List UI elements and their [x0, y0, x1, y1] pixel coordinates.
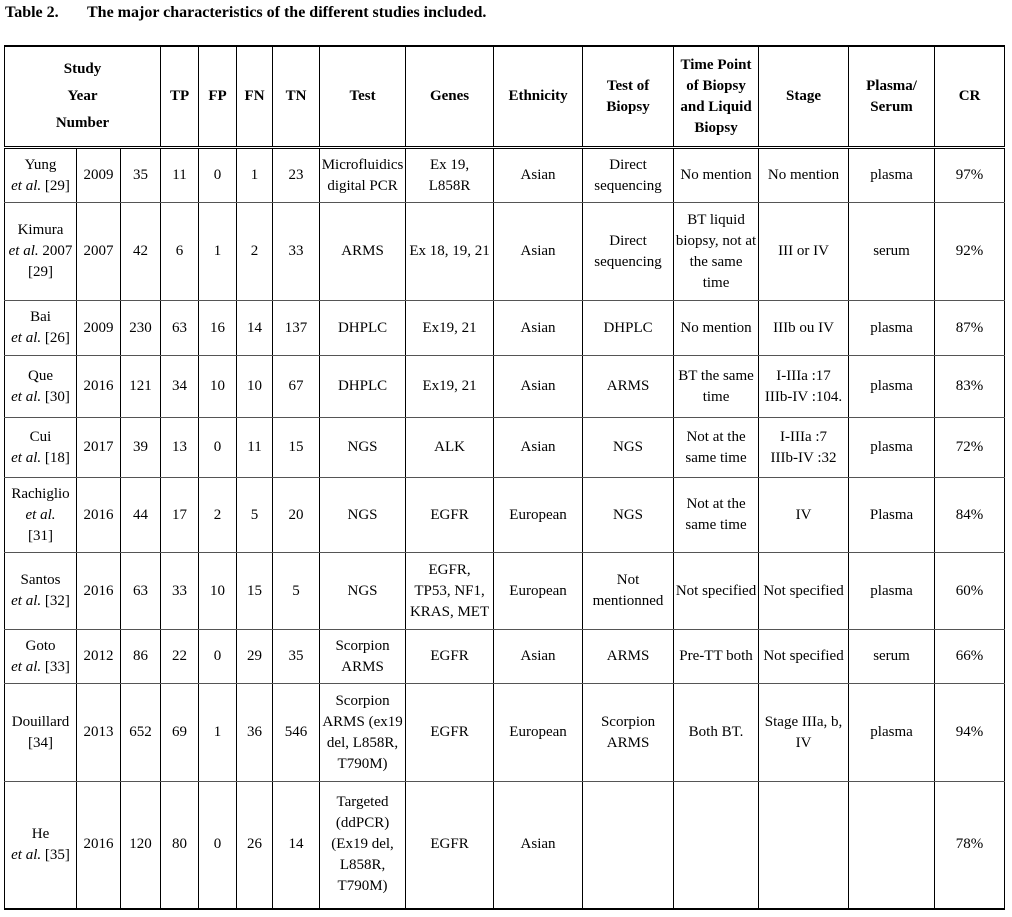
- cell-ethnicity: European: [494, 553, 583, 630]
- cell-number: 121: [121, 356, 161, 418]
- cell-tp: 22: [161, 630, 199, 684]
- header-test-of-biopsy: Test of Biopsy: [583, 46, 674, 148]
- cell-study-line: et al. [35]: [11, 846, 70, 863]
- cell-study-line: et al. [18]: [11, 449, 70, 466]
- cell-test-of-biopsy-line: Direct: [609, 232, 647, 249]
- cell-test-line: (Ex19 del,: [331, 836, 394, 853]
- cell-genes-line: TP53, NF1,: [414, 582, 485, 599]
- cell-stage-line: IIIb ou IV: [773, 319, 834, 336]
- cell-cr: 60%: [935, 553, 1005, 630]
- cell-time-point-line: Both BT.: [688, 724, 744, 740]
- cell-tp: 63: [161, 301, 199, 356]
- cell-stage: [759, 148, 849, 203]
- cell-study: [5, 356, 77, 418]
- cell-fp: 16: [199, 301, 237, 356]
- cell-fn: 36: [237, 684, 273, 782]
- cell-test-line: Microfluidics: [321, 156, 404, 173]
- cell-stage-line: IIIb-IV :104.: [764, 388, 843, 405]
- cell-study-line: et al. [33]: [11, 658, 70, 675]
- header-study-year-number: Study Year Number: [5, 46, 161, 148]
- cell-study-line: et al. 2007: [8, 243, 73, 259]
- cell-study-line: [34]: [28, 734, 53, 751]
- table-row: [5, 203, 1005, 301]
- cell-number: 39: [121, 418, 161, 478]
- cell-cr: 66%: [935, 630, 1005, 684]
- cell-genes: [406, 356, 494, 418]
- table-row: [5, 356, 1005, 418]
- cell-test: [320, 478, 406, 553]
- cell-test-line: NGS: [347, 582, 378, 599]
- cell-test-of-biopsy-line: Direct: [609, 156, 647, 173]
- cell-test-line: NGS: [347, 506, 378, 523]
- cell-genes-line: Ex 18, 19, 21: [409, 243, 490, 259]
- cell-stage-line: III or IV: [778, 243, 829, 259]
- cell-time-point-line: same time: [685, 517, 747, 533]
- cell-fp: 10: [199, 356, 237, 418]
- cell-tp: 80: [161, 782, 199, 909]
- cell-fn: 5: [237, 478, 273, 553]
- cell-time-point-line: same time: [685, 449, 747, 466]
- cell-time-point-line: time: [702, 388, 730, 405]
- cell-cr: 78%: [935, 782, 1005, 909]
- header-ethnicity: Ethnicity: [494, 46, 583, 148]
- cell-stage: [759, 782, 849, 909]
- cell-stage-line: Not specified: [763, 648, 844, 664]
- cell-plasma-serum: serum: [849, 203, 935, 301]
- cell-test-line: NGS: [347, 439, 378, 455]
- cell-study-line: Rachiglio: [11, 485, 70, 502]
- cell-fp: 10: [199, 553, 237, 630]
- cell-number: 652: [121, 684, 161, 782]
- cell-stage: [759, 684, 849, 782]
- cell-time-point: [674, 782, 759, 909]
- cell-test-of-biopsy-line: sequencing: [594, 253, 662, 270]
- cell-fp: 0: [199, 782, 237, 909]
- cell-test-of-biopsy: [583, 782, 674, 909]
- cell-year: 2016: [77, 356, 121, 418]
- table-row: [5, 553, 1005, 630]
- cell-time-point-line: No mention: [680, 167, 752, 183]
- cell-year: 2009: [77, 301, 121, 356]
- cell-fn: 10: [237, 356, 273, 418]
- cell-tp: 33: [161, 553, 199, 630]
- header-tn: TN: [273, 46, 320, 148]
- cell-ethnicity: European: [494, 478, 583, 553]
- header-cr: CR: [935, 46, 1005, 148]
- cell-time-point-line: No mention: [680, 319, 752, 336]
- cell-plasma-serum: plasma: [849, 684, 935, 782]
- cell-genes: [406, 148, 494, 203]
- cell-stage-line: IV: [795, 734, 812, 751]
- cell-cr: 87%: [935, 301, 1005, 356]
- cell-tn: 546: [273, 684, 320, 782]
- cell-cr: 83%: [935, 356, 1005, 418]
- cell-time-point-line: the same: [689, 253, 743, 270]
- cell-test-of-biopsy-line: mentionned: [592, 593, 664, 609]
- cell-stage-line: I-IIIa :7: [780, 428, 828, 445]
- cell-fn: 29: [237, 630, 273, 684]
- cell-study-line: Kimura: [17, 222, 64, 238]
- cell-tp: 6: [161, 203, 199, 301]
- cell-number: 35: [121, 148, 161, 203]
- cell-genes-line: ALK: [434, 439, 465, 455]
- cell-tn: 33: [273, 203, 320, 301]
- cell-plasma-serum: plasma: [849, 356, 935, 418]
- cell-genes-line: EGFR: [430, 724, 469, 740]
- cell-study: [5, 630, 77, 684]
- cell-genes: [406, 478, 494, 553]
- cell-genes: [406, 553, 494, 630]
- cell-tn: 15: [273, 418, 320, 478]
- cell-test: [320, 630, 406, 684]
- cell-test-line: T790M): [337, 755, 388, 772]
- header-row: [5, 46, 1005, 148]
- cell-study-line: Que: [28, 367, 53, 384]
- cell-genes: [406, 203, 494, 301]
- cell-test: [320, 782, 406, 909]
- cell-tn: 137: [273, 301, 320, 356]
- cell-test-of-biopsy-line: ARMS: [606, 378, 650, 394]
- cell-fn: 15: [237, 553, 273, 630]
- cell-study: [5, 684, 77, 782]
- table-row: [5, 684, 1005, 782]
- cell-time-point: [674, 356, 759, 418]
- table-row: [5, 630, 1005, 684]
- cell-number: 42: [121, 203, 161, 301]
- cell-test-of-biopsy: [583, 148, 674, 203]
- cell-plasma-serum: [849, 782, 935, 909]
- cell-year: 2012: [77, 630, 121, 684]
- cell-test: [320, 684, 406, 782]
- cell-study: [5, 782, 77, 909]
- cell-study-line: Goto: [25, 637, 56, 654]
- cell-test: [320, 148, 406, 203]
- cell-study-line: [29]: [28, 264, 53, 280]
- table-row: [5, 418, 1005, 478]
- cell-ethnicity: Asian: [494, 301, 583, 356]
- cell-study-line: Cui: [29, 428, 52, 445]
- cell-genes-line: L858R: [428, 177, 471, 194]
- cell-genes-line: EGFR: [430, 836, 469, 853]
- header-genes: Genes: [406, 46, 494, 148]
- cell-number: 120: [121, 782, 161, 909]
- cell-test-line: del, L858R,: [326, 734, 399, 751]
- cell-study-line: et al. [29]: [11, 177, 70, 194]
- cell-test-of-biopsy: [583, 684, 674, 782]
- cell-genes-line: EGFR: [430, 648, 469, 664]
- cell-ethnicity: Asian: [494, 203, 583, 301]
- cell-plasma-serum: plasma: [849, 418, 935, 478]
- cell-ethnicity: Asian: [494, 356, 583, 418]
- cell-genes-line: KRAS, MET: [409, 603, 490, 620]
- studies-table: [4, 45, 1005, 910]
- cell-genes-line: Ex 19,: [429, 156, 470, 173]
- cell-plasma-serum: plasma: [849, 553, 935, 630]
- cell-fn: 11: [237, 418, 273, 478]
- cell-study-line: Douillard: [11, 713, 70, 730]
- cell-stage-line: I-IIIa :17: [776, 367, 831, 384]
- cell-fp: 1: [199, 203, 237, 301]
- cell-fp: 0: [199, 148, 237, 203]
- cell-study-line: et al. [32]: [11, 593, 70, 609]
- cell-year: 2009: [77, 148, 121, 203]
- cell-fn: 2: [237, 203, 273, 301]
- cell-ethnicity: European: [494, 684, 583, 782]
- cell-tp: 13: [161, 418, 199, 478]
- cell-time-point-line: Not at the: [686, 496, 746, 512]
- cell-stage-line: No mention: [767, 167, 840, 183]
- cell-plasma-serum: serum: [849, 630, 935, 684]
- cell-test-line: ARMS: [341, 243, 384, 259]
- cell-year: 2007: [77, 203, 121, 301]
- cell-year: 2016: [77, 553, 121, 630]
- cell-number: 63: [121, 553, 161, 630]
- cell-test-line: L858R,: [339, 857, 386, 874]
- cell-plasma-serum: Plasma: [849, 478, 935, 553]
- cell-cr: 72%: [935, 418, 1005, 478]
- table-caption: [5, 4, 486, 22]
- cell-cr: 94%: [935, 684, 1005, 782]
- cell-tp: 17: [161, 478, 199, 553]
- cell-study-line: [31]: [28, 527, 53, 544]
- cell-test: [320, 301, 406, 356]
- cell-study: [5, 478, 77, 553]
- cell-test-line: Scorpion: [335, 637, 390, 654]
- header-fn: FN: [237, 46, 273, 148]
- cell-study-line: Santos: [20, 572, 61, 588]
- cell-study-line: Bai: [30, 309, 51, 325]
- cell-time-point-line: BT the same: [678, 367, 754, 384]
- cell-plasma-serum: plasma: [849, 148, 935, 203]
- cell-plasma-serum: plasma: [849, 301, 935, 356]
- cell-cr: 92%: [935, 203, 1005, 301]
- cell-genes: [406, 684, 494, 782]
- table-body: [5, 148, 1005, 909]
- cell-stage: [759, 356, 849, 418]
- table-row: [5, 301, 1005, 356]
- cell-time-point-line: Not specified: [675, 582, 757, 599]
- cell-genes-line: Ex19, 21: [422, 319, 477, 336]
- cell-study-line: Yung: [24, 156, 57, 173]
- cell-test: [320, 203, 406, 301]
- cell-fp: 0: [199, 630, 237, 684]
- cell-year: 2013: [77, 684, 121, 782]
- cell-test-line: DHPLC: [337, 378, 388, 394]
- cell-study: [5, 148, 77, 203]
- cell-test-of-biopsy: [583, 478, 674, 553]
- cell-genes: [406, 782, 494, 909]
- table-row: [5, 148, 1005, 203]
- cell-time-point-line: biopsy, not at: [675, 232, 757, 249]
- cell-year: 2017: [77, 418, 121, 478]
- cell-stage: [759, 203, 849, 301]
- cell-tn: 67: [273, 356, 320, 418]
- cell-study-line: et al. [30]: [11, 388, 70, 405]
- cell-fp: 1: [199, 684, 237, 782]
- cell-tp: 11: [161, 148, 199, 203]
- cell-fn: 14: [237, 301, 273, 356]
- cell-study: [5, 203, 77, 301]
- cell-tn: 5: [273, 553, 320, 630]
- cell-tn: 20: [273, 478, 320, 553]
- cell-study: [5, 553, 77, 630]
- cell-stage-line: IIIb-IV :32: [770, 449, 837, 466]
- header-stage: Stage: [759, 46, 849, 148]
- cell-test-of-biopsy-line: NGS: [613, 506, 644, 523]
- cell-stage-line: Not specified: [763, 582, 844, 599]
- cell-time-point: [674, 553, 759, 630]
- cell-tn: 23: [273, 148, 320, 203]
- cell-genes-line: EGFR,: [428, 561, 471, 578]
- cell-year: 2016: [77, 782, 121, 909]
- cell-study-line: et al.: [25, 506, 56, 523]
- cell-test-of-biopsy: [583, 418, 674, 478]
- cell-study: [5, 301, 77, 356]
- cell-test-of-biopsy: [583, 553, 674, 630]
- cell-test-of-biopsy-line: Not: [616, 572, 640, 588]
- cell-tn: 35: [273, 630, 320, 684]
- table-title: The major characteristics of the different studies included.: [87, 4, 487, 21]
- table-row: [5, 478, 1005, 553]
- cell-time-point-line: time: [702, 274, 730, 291]
- cell-genes-line: EGFR: [430, 506, 469, 523]
- cell-fp: 2: [199, 478, 237, 553]
- cell-time-point-line: Not at the: [686, 428, 746, 445]
- cell-number: 230: [121, 301, 161, 356]
- cell-tn: 14: [273, 782, 320, 909]
- cell-study-line: He: [31, 825, 50, 842]
- cell-time-point: [674, 203, 759, 301]
- cell-test: [320, 418, 406, 478]
- cell-genes: [406, 630, 494, 684]
- cell-test-of-biopsy: [583, 630, 674, 684]
- cell-test-of-biopsy-line: ARMS: [606, 734, 650, 751]
- cell-study: [5, 418, 77, 478]
- cell-fn: 1: [237, 148, 273, 203]
- header-test: Test: [320, 46, 406, 148]
- cell-time-point: [674, 148, 759, 203]
- cell-stage: [759, 418, 849, 478]
- cell-test-line: T790M): [337, 878, 388, 895]
- cell-ethnicity: Asian: [494, 630, 583, 684]
- cell-stage: [759, 478, 849, 553]
- cell-time-point: [674, 478, 759, 553]
- cell-test-of-biopsy-line: DHPLC: [603, 319, 653, 336]
- cell-time-point: [674, 301, 759, 356]
- cell-tp: 69: [161, 684, 199, 782]
- cell-test-of-biopsy: [583, 203, 674, 301]
- cell-fp: 0: [199, 418, 237, 478]
- cell-genes: [406, 418, 494, 478]
- cell-stage-line: IV: [795, 506, 812, 523]
- header-tp: TP: [161, 46, 199, 148]
- cell-test-of-biopsy: [583, 356, 674, 418]
- cell-tp: 34: [161, 356, 199, 418]
- table-row: [5, 782, 1005, 909]
- cell-cr: 97%: [935, 148, 1005, 203]
- cell-fn: 26: [237, 782, 273, 909]
- cell-time-point: [674, 630, 759, 684]
- cell-test-of-biopsy-line: ARMS: [606, 648, 650, 664]
- cell-time-point-line: BT liquid: [687, 211, 745, 228]
- table-number: Table 2.: [5, 4, 59, 21]
- cell-number: 44: [121, 478, 161, 553]
- cell-study-line: et al. [26]: [11, 330, 70, 346]
- cell-test-of-biopsy-line: Scorpion: [600, 713, 656, 730]
- header-time-point: Time Point of Biopsy and Liquid Biopsy: [674, 46, 759, 148]
- cell-time-point: [674, 684, 759, 782]
- cell-test: [320, 356, 406, 418]
- cell-test-line: Targeted: [336, 794, 389, 811]
- cell-time-point: [674, 418, 759, 478]
- cell-genes: [406, 301, 494, 356]
- cell-time-point-line: Pre-TT both: [679, 648, 753, 664]
- cell-test-of-biopsy: [583, 301, 674, 356]
- cell-test-of-biopsy-line: NGS: [613, 439, 644, 455]
- cell-test: [320, 553, 406, 630]
- cell-test-of-biopsy-line: sequencing: [594, 177, 662, 194]
- cell-test-line: Scorpion: [335, 692, 390, 709]
- cell-cr: 84%: [935, 478, 1005, 553]
- cell-ethnicity: Asian: [494, 418, 583, 478]
- cell-stage: [759, 630, 849, 684]
- cell-test-line: DHPLC: [337, 319, 388, 336]
- cell-test-line: ARMS: [341, 658, 384, 675]
- cell-test-line: ARMS (ex19: [322, 713, 403, 730]
- cell-genes-line: Ex19, 21: [422, 378, 477, 394]
- cell-ethnicity: Asian: [494, 782, 583, 909]
- header-fp: FP: [199, 46, 237, 148]
- cell-year: 2016: [77, 478, 121, 553]
- cell-stage: [759, 553, 849, 630]
- cell-number: 86: [121, 630, 161, 684]
- cell-stage-line: Stage IIIa, b,: [764, 713, 843, 730]
- cell-test-line: (ddPCR): [335, 815, 390, 832]
- header-plasma-serum: Plasma/ Serum: [849, 46, 935, 148]
- cell-test-line: digital PCR: [327, 177, 398, 194]
- cell-stage: [759, 301, 849, 356]
- cell-ethnicity: Asian: [494, 148, 583, 203]
